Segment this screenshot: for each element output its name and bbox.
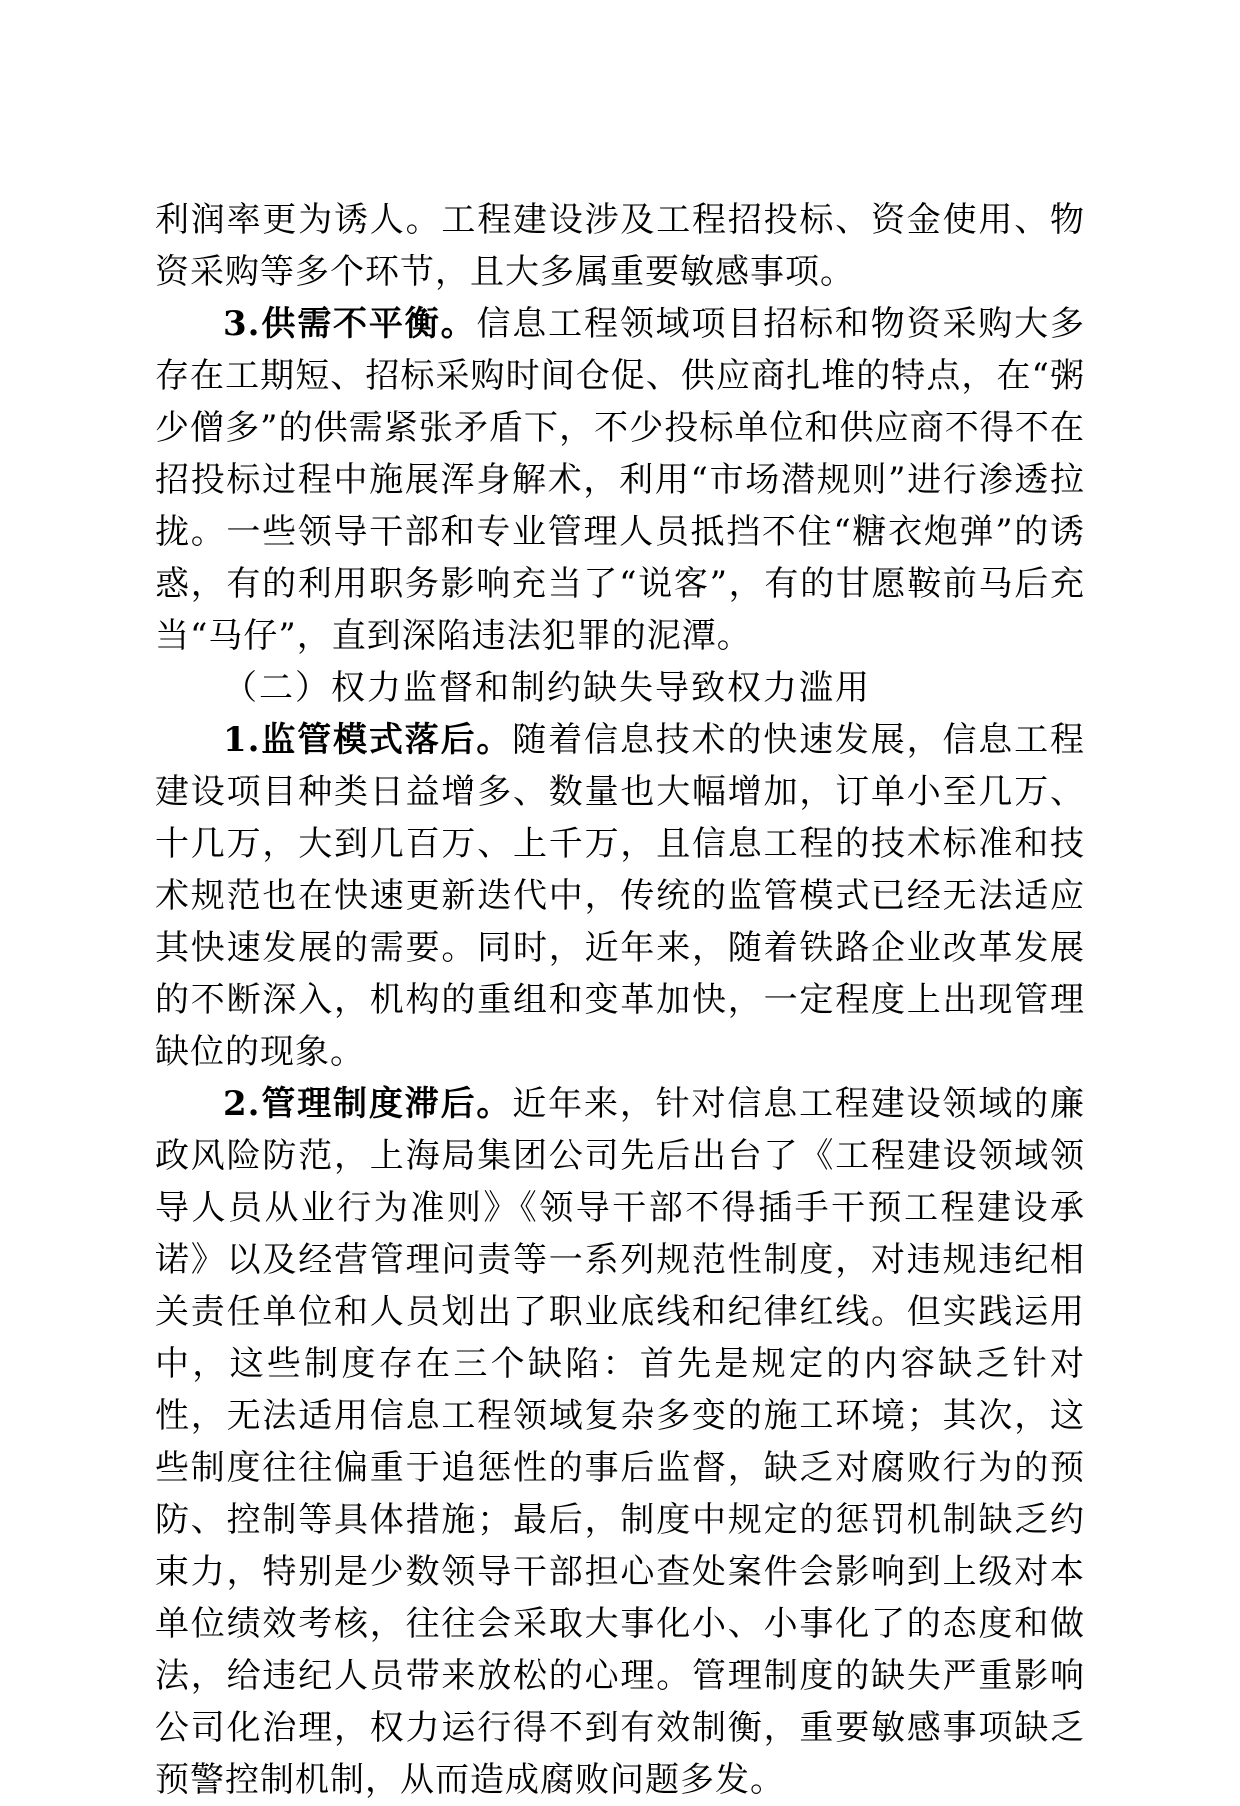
paragraph-text: 信息工程领域项目招标和物资采购大多存在工期短、招标采购时间仓促、供应商扎堆的特点，在“粥少僧多”的供需紧张矛盾下，不少投标单位和供应商不得不在招投标过程中施展浑身解术，利用“市场潜规则”进行渗透拉拢。一些领导干部和专业管理人员抵挡不住“糖衣炮弹”的诱惑，有的利用职务影响充当了“说客”，有的甘愿鞍前马后充当“马仔”，直到深陷违法犯罪的泥潭。	[155, 304, 1086, 656]
section-heading: （二）权力监督和制约缺失导致权力滥用	[223, 668, 871, 708]
paragraph-supply-demand	[155, 298, 1085, 662]
paragraph-heading: 2.管理制度滞后。	[223, 1084, 513, 1124]
document-page	[155, 194, 1085, 1806]
paragraph-text: 利润率更为诱人。工程建设涉及工程招投标、资金使用、物资采购等多个环节，且大多属重要敏感事项。	[155, 200, 1085, 292]
paragraph-continuation	[155, 194, 1085, 298]
paragraph-management-system	[155, 1078, 1085, 1806]
paragraph-text: 近年来，针对信息工程建设领域的廉政风险防范，上海局集团公司先后出台了《工程建设领域领导人员从业行为准则》《领导干部不得插手干预工程建设承诺》以及经营管理问责等一系列规范性制度，对违规违纪相关责任单位和人员划出了职业底线和纪律红线。但实践运用中，这些制度存在三个缺陷：首先是规定的内容缺乏针对性，无法适用信息工程领域复杂多变的施工环境；其次，这些制度往往偏重于追惩性的事后监督，缺乏对腐败行为的预防、控制等具体措施；最后，制度中规定的惩罚机制缺乏约束力，特别是少数领导干部担心查处案件会影响到上级对本单位绩效考核，往往会采取大事化小、小事化了的态度和做法，给违纪人员带来放松的心理。管理制度的缺失严重影响公司化治理，权力运行得不到有效制衡，重要敏感事项缺乏预警控制机制，从而造成腐败问题多发。	[155, 1084, 1085, 1800]
paragraph-heading: 1.监管模式落后。	[223, 720, 513, 760]
paragraph-heading: 3.供需不平衡。	[223, 304, 477, 344]
paragraph-supervision-mode	[155, 714, 1085, 1078]
paragraph-text: 随着信息技术的快速发展，信息工程建设项目种类日益增多、数量也大幅增加，订单小至几万、十几万，大到几百万、上千万，且信息工程的技术标准和技术规范也在快速更新迭代中，传统的监管模式已经无法适应其快速发展的需要。同时，近年来，随着铁路企业改革发展的不断深入，机构的重组和变革加快，一定程度上出现管理缺位的现象。	[155, 720, 1085, 1072]
